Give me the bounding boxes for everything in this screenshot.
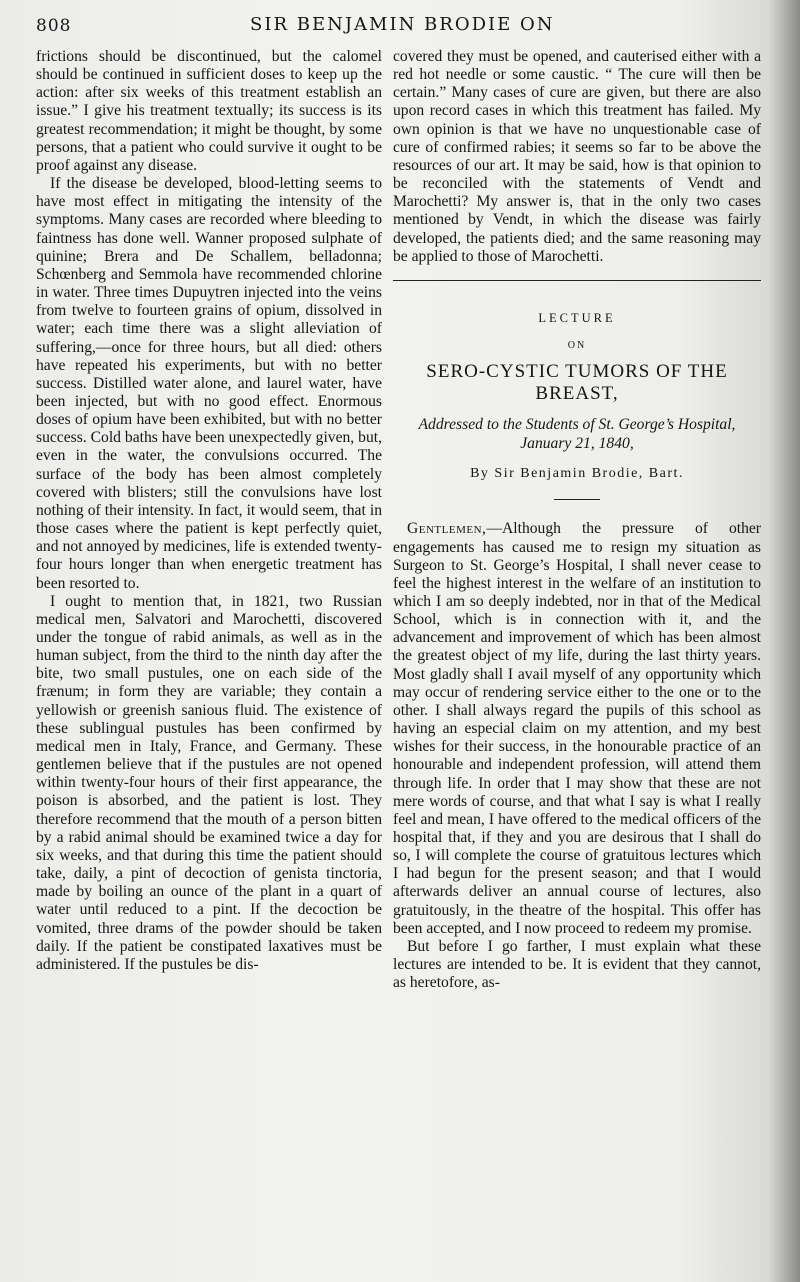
right-column: [393, 48, 761, 992]
running-head: SIR BENJAMIN BRODIE ON: [250, 14, 555, 35]
paragraph-treatment: If the disease be developed, blood-letting seems to have most effect in mitigating the intensity of the symptoms. Many cases are recorded where bleeding to faintness has done well. Wanner proposed sulphate of quinine; Brera and De Schallem, belladonna; Schœnberg and Semmola have recommended chlorine in water. Three times Dupuytren injected into the veins from twelve to fourteen grains of opium, dissolved in water; each time there was a slight alleviation of suffering,—once for three hours, but all died: others have repeated his experiments, but with no better success. Distilled water alone, and laurel water, have been injected, but with no good effect. Enormous doses of opium have been exhibited, but with no better success. Cold baths have been unexpectedly given, but, even in the water, the convulsions occurred. The surface of the body has been almost completely covered with blisters; still the convulsions have lost nothing of their intensity. In fact, it would seem, that in those cases where the patient is kept perfectly quiet, and not annoyed by medicines, life is extended twenty-four hours longer than when energetic treatment has been resorted to.: [36, 175, 382, 592]
page-number: 808: [36, 16, 72, 36]
lecture-label: LECTURE: [538, 310, 616, 325]
lecture-on-label: ON: [567, 340, 587, 352]
paragraph-explain: But before I go farther, I must explain what these lectures are intended to be. It is evident that they cannot, as heretofore, as-: [393, 937, 761, 992]
left-column: [36, 48, 382, 974]
paragraph-opening: [393, 520, 761, 938]
paragraph-pustules: I ought to mention that, in 1821, two Russian medical men, Salvatori and Marochetti, discovered under the tongue of rabid animals, as well as in the human subject, from the third to the ninth day after the bite, two small pustules, one on each side of the frænum; in form they are variable; they contain a yellowish or greenish sanious fluid. The existence of these sublingual pustules has been confirmed by medical men in Italy, France, and Germany. These gentlemen believe that if the pustules are not opened within twenty-four hours of their first appearance, the poison is absorbed, and the patient is lost. They therefore recommend that the mouth of a person bitten by a rabid animal should be examined twice a day for six weeks, and that during this time the patient should take, daily, a pint of decoction of genista tinctoria, made by boiling an ounce of the plant in a quart of water until reduced to a pint. If the decoction be vomited, three drams of the powder should be taken daily. If the patient be constipated laxatives must be administered. If the pustules be dis-: [36, 592, 382, 973]
lecture-author: By Sir Benjamin Brodie, Bart.: [470, 466, 684, 482]
opening-text: —Although the pressure of other engagements has caused me to resign my situation as Surgeon to St. George’s Hospital, I shall never cease to feel the highest interest in the welfare of an institution to which I am so deeply indebted, nor in that of the Medical School, which is in connection with it, and the advancement and improvement of which has been almost the greatest object of my life, during the last thirty years. Most gladly shall I avail myself of any opportunity which may occur of rendering service either to the one or to the other. I shall always regard the pupils of this school as having an especial claim on my attention, and my best wishes for their success, in the honourable practice of an honourable and independent profession, will attend them through life. In order that I may show that these are not mere words of course, and that what I say is what I really feel and mean, I have offered to the medical officers of the hospital that, if they and you are desirous that I shall do so, I will complete the course of gratuitous lectures which I had begun for the present season; and that I would afterwards deliver an annual course of lectures, also gratuitously, in the theatre of the hospital. This offer has been accepted, and I now proceed to redeem my promise.: [393, 520, 761, 937]
salutation: Gentlemen,: [407, 520, 487, 538]
lecture-subtitle: Addressed to the Students of St. George’s Hospital, January 21, 1840,: [418, 416, 736, 453]
section-divider: [393, 280, 761, 281]
lecture-title: SERO-CYSTIC TUMORS OF THE BREAST,: [426, 361, 728, 405]
paragraph-continuation-right: covered they must be opened, and cauterised either with a red hot needle or some caustic. “ The cure will then be certain.” Many cases of cure are given, but there are also upon record cases in which this treatment has failed. My own opinion is that we have no unquestionable case of cure of confirmed rabies; it seems so far to be above the resources of our art. It may be said, how is that opinion to be reconciled with the statements of Vendt and Marochetti? My answer is, that in the only two cases mentioned by Vendt, in which the disease was fairly developed, the patients died; and the same reasoning may be applied to those of Marochetti.: [393, 48, 761, 265]
paragraph-continuation: frictions should be discontinued, but the calomel should be continued in sufficient doses to keep up the action: after six weeks of this treatment establish an issue.” I give his treatment textually; its success is its greatest recommendation; it might be thought, by some persons, that a patient who could survive it ought to be proof against any disease.: [36, 48, 382, 174]
short-divider: [554, 499, 600, 500]
